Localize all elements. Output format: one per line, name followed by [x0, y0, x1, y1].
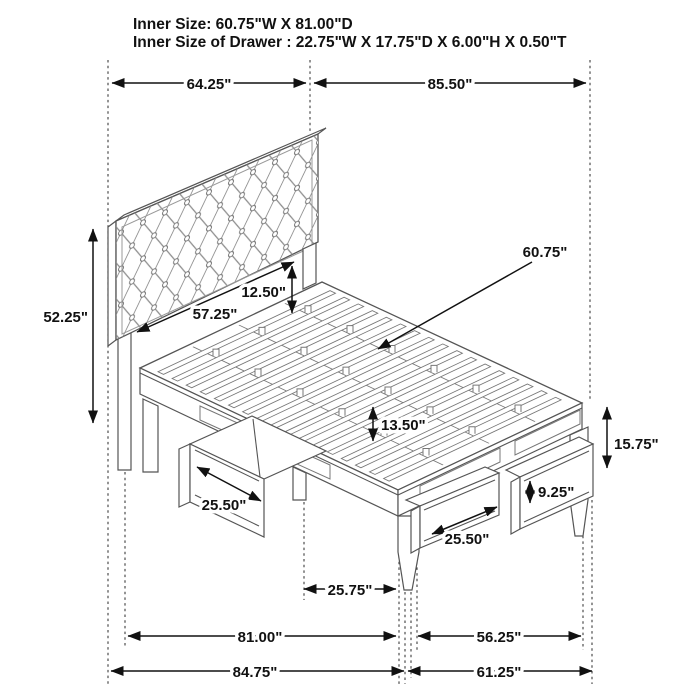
- dim-top-width: [112, 76, 306, 93]
- dim-side-drawer-width-label: 25.50": [201, 497, 247, 514]
- dim-inner-depth-label: 56.25": [476, 629, 522, 646]
- dim-headboard-height: [43, 229, 93, 423]
- dim-outer-depth-label: 61.25": [476, 664, 522, 681]
- rail-leg-head: [143, 399, 158, 472]
- dim-slat-gap-label: 13.50": [381, 417, 426, 434]
- dim-inner-width: [128, 629, 396, 646]
- dim-foot-drawer-width-label: 25.50": [444, 531, 490, 548]
- dim-headboard-height-label: 52.25": [43, 309, 88, 326]
- dim-leg-offset-label: 25.75": [327, 582, 373, 599]
- headboard-leg-left: [118, 331, 131, 470]
- dim-inner-depth: [418, 629, 581, 646]
- dim-outer-width: [111, 664, 404, 681]
- title-line2: Inner Size of Drawer : 22.75"W X 17.75"D X 6.00"H X 0.50"T: [133, 34, 567, 51]
- title-block: [133, 16, 567, 51]
- dim-top-width-label: 64.25": [186, 76, 232, 93]
- headboard-side-edge: [108, 221, 116, 346]
- dim-outer-width-label: 84.75": [232, 664, 278, 681]
- dim-top-depth: [314, 76, 586, 93]
- dim-headboard-width-label: 57.25": [192, 306, 238, 323]
- dim-slat-width: [378, 244, 567, 349]
- dim-outer-depth: [408, 664, 592, 681]
- dim-drawer-front-height-label: 9.25": [538, 484, 575, 501]
- dim-inner-width-label: 81.00": [237, 629, 283, 646]
- dim-platform-height: [607, 407, 659, 468]
- title-line1: Inner Size: 60.75"W X 81.00"D: [133, 16, 353, 33]
- dim-top-depth-label: 85.50": [427, 76, 473, 93]
- center-support-leg: [293, 467, 306, 500]
- dim-platform-height-label: 15.75": [614, 436, 659, 453]
- dim-slat-width-label: 60.75": [522, 244, 568, 261]
- dim-leg-offset: [304, 582, 396, 599]
- headboard-leg-right: [303, 243, 316, 289]
- bed-drawing: [108, 116, 593, 590]
- dim-panel-drop-label: 12.50": [241, 284, 286, 301]
